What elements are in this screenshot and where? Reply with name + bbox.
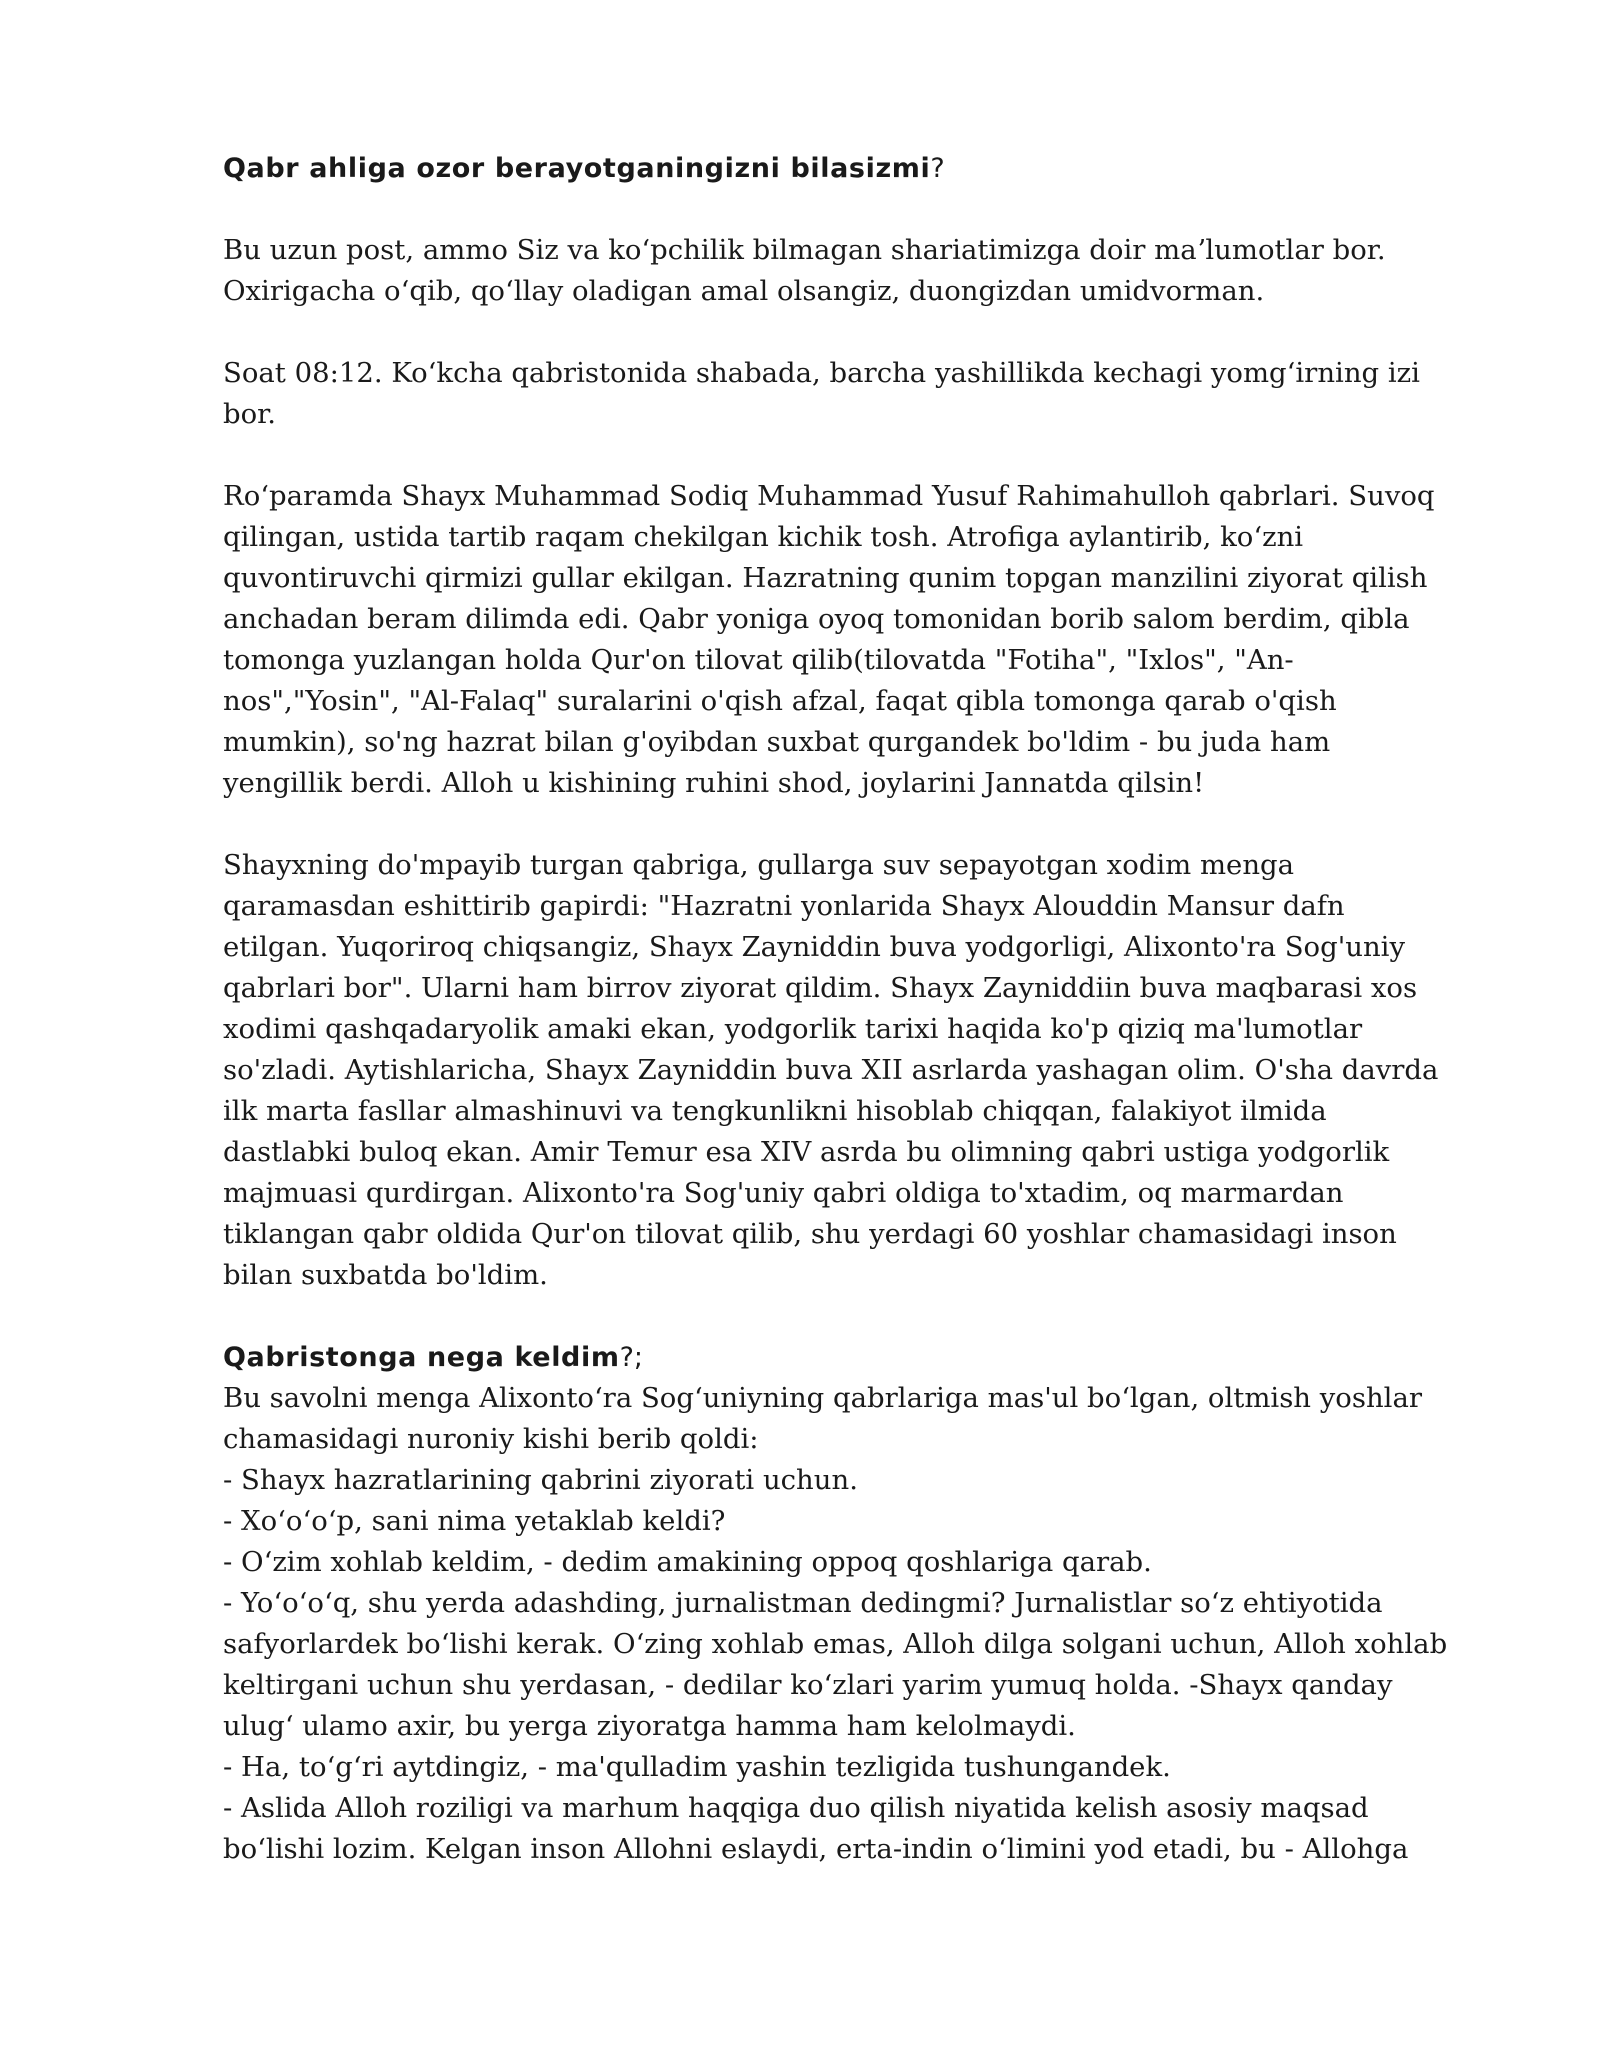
text-line: tiklangan qabr oldida Qur'on tilovat qilib, shu yerdagi 60 yoshlar chamasidagi inson: [223, 1218, 1397, 1250]
text-line: dastlabki buloq ekan. Amir Temur esa XIV asrda bu olimning qabri ustiga yodgorlik: [223, 1136, 1390, 1168]
paragraph-dialogue: [223, 1378, 1483, 1870]
dialogue-line: - Ha, toʻgʻri aytdingiz, - ma'qulladim yashin tezligida tushungandek.: [223, 1751, 1171, 1783]
text-line: Oxirigacha oʻqib, qoʻllay oladigan amal olsangiz, duongizdan umidvorman.: [223, 275, 1265, 307]
spacer: [223, 804, 1483, 845]
text-line: Bu uzun post, ammo Siz va koʻpchilik bilmagan shariatimizga doir maʼlumotlar bor.: [223, 234, 1386, 266]
title-text: Qabr ahliga ozor berayotganingizni bilasizmi: [223, 153, 931, 184]
text-line: ilk marta fasllar almashinuvi va tengkunlikni hisoblab chiqqan, falakiyot ilmida: [223, 1095, 1327, 1127]
text-line: Roʻparamda Shayx Muhammad Sodiq Muhammad Yusuf Rahimahulloh qabrlari. Suvoq: [223, 480, 1435, 512]
paragraph-time: [223, 353, 1483, 435]
spacer: [223, 1296, 1483, 1337]
spacer: [223, 189, 1483, 230]
document-title: [223, 148, 1483, 189]
dialogue-line: ulugʻ ulamo axir, bu yerga ziyoratga hamma ham kelolmaydi.: [223, 1710, 1076, 1742]
text-line: mumkin), so'ng hazrat bilan g'oyibdan suxbat qurgandek bo'ldim - bu juda ham: [223, 726, 1331, 758]
text-line: chamasidagi nuroniy kishi berib qoldi:: [223, 1423, 759, 1455]
dialogue-line: safyorlardek boʻlishi kerak. Oʻzing xohlab emas, Alloh dilga solgani uchun, Alloh xohlab: [223, 1628, 1448, 1660]
dialogue-line: - Yoʻoʻoʻq, shu yerda adashding, jurnalistman dedingmi? Jurnalistlar soʻz ehtiyotida: [223, 1587, 1383, 1619]
dialogue-line: - Xoʻoʻoʻp, sani nima yetaklab keldi?: [223, 1505, 726, 1537]
dialogue-line: - Aslida Alloh roziligi va marhum haqqiga duo qilish niyatida kelish asosiy maqsad: [223, 1792, 1369, 1824]
text-line: qilingan, ustida tartib raqam chekilgan kichik tosh. Atrofiga aylantirib, koʻzni: [223, 521, 1304, 553]
title-punctuation: ?: [930, 153, 945, 184]
text-line: yengillik berdi. Alloh u kishining ruhini shod, joylarini Jannatda qilsin!: [223, 767, 1205, 799]
dialogue-line: keltirgani uchun shu yerdasan, - dedilar koʻzlari yarim yumuq holda. -Shayx qanday: [223, 1669, 1393, 1701]
spacer: [223, 312, 1483, 353]
text-line: anchadan beram dilimda edi. Qabr yoniga oyoq tomonidan borib salom berdim, qibla: [223, 603, 1410, 635]
text-line: majmuasi qurdirgan. Alixonto'ra Sog'uniy qabri oldiga to'xtadim, oq marmardan: [223, 1177, 1344, 1209]
text-line: so'zladi. Aytishlaricha, Shayx Zayniddin buva XII asrlarda yashagan olim. O'sha davrda: [223, 1054, 1439, 1086]
document-page: [223, 148, 1483, 1870]
text-line: qaramasdan eshittirib gapirdi: "Hazratni yonlarida Shayx Alouddin Mansur dafn: [223, 890, 1345, 922]
text-line: Bu savolni menga Alixontoʻra Sogʻuniyning qabrlariga mas'ul boʻlgan, oltmish yoshlar: [223, 1382, 1423, 1414]
paragraph-shayx-grave: [223, 476, 1483, 804]
text-line: Soat 08:12. Koʻkcha qabristonida shabada, barcha yashillikda kechagi yomgʻirning izi: [223, 357, 1420, 389]
subheading-text: Qabristonga nega keldim: [223, 1342, 620, 1373]
text-line: qabrlari bor". Ularni ham birrov ziyorat qildim. Shayx Zayniddiin buva maqbarasi xos: [223, 972, 1418, 1004]
text-line: bilan suxbatda bo'ldim.: [223, 1259, 548, 1291]
text-line: Shayxning do'mpayib turgan qabriga, gullarga suv sepayotgan xodim menga: [223, 849, 1295, 881]
dialogue-line: boʻlishi lozim. Kelgan inson Allohni eslaydi, erta-indin oʻlimini yod etadi, bu - Allohga: [223, 1833, 1409, 1865]
dialogue-line: - Oʻzim xohlab keldim, - dedim amakining oppoq qoshlariga qarab.: [223, 1546, 1152, 1578]
spacer: [223, 435, 1483, 476]
paragraph-intro: [223, 230, 1483, 312]
text-line: etilgan. Yuqoriroq chiqsangiz, Shayx Zayniddin buva yodgorligi, Alixonto'ra Sog'uniy: [223, 931, 1406, 963]
text-line: bor.: [223, 398, 277, 430]
text-line: xodimi qashqadaryolik amaki ekan, yodgorlik tarixi haqida ko'p qiziq ma'lumotlar: [223, 1013, 1363, 1045]
text-line: nos","Yosin", "Al-Falaq" suralarini o'qish afzal, faqat qibla tomonga qarab o'qish: [223, 685, 1337, 717]
text-line: quvontiruvchi qirmizi gullar ekilgan. Hazratning qunim topgan manzilini ziyorat qilish: [223, 562, 1428, 594]
subheading-punctuation: ?;: [619, 1342, 643, 1373]
section-heading: [223, 1337, 1483, 1378]
dialogue-line: - Shayx hazratlarining qabrini ziyorati uchun.: [223, 1464, 858, 1496]
paragraph-visits: [223, 845, 1483, 1296]
text-line: tomonga yuzlangan holda Qur'on tilovat qilib(tilovatda "Fotiha", "Ixlos", "An-: [223, 644, 1294, 676]
